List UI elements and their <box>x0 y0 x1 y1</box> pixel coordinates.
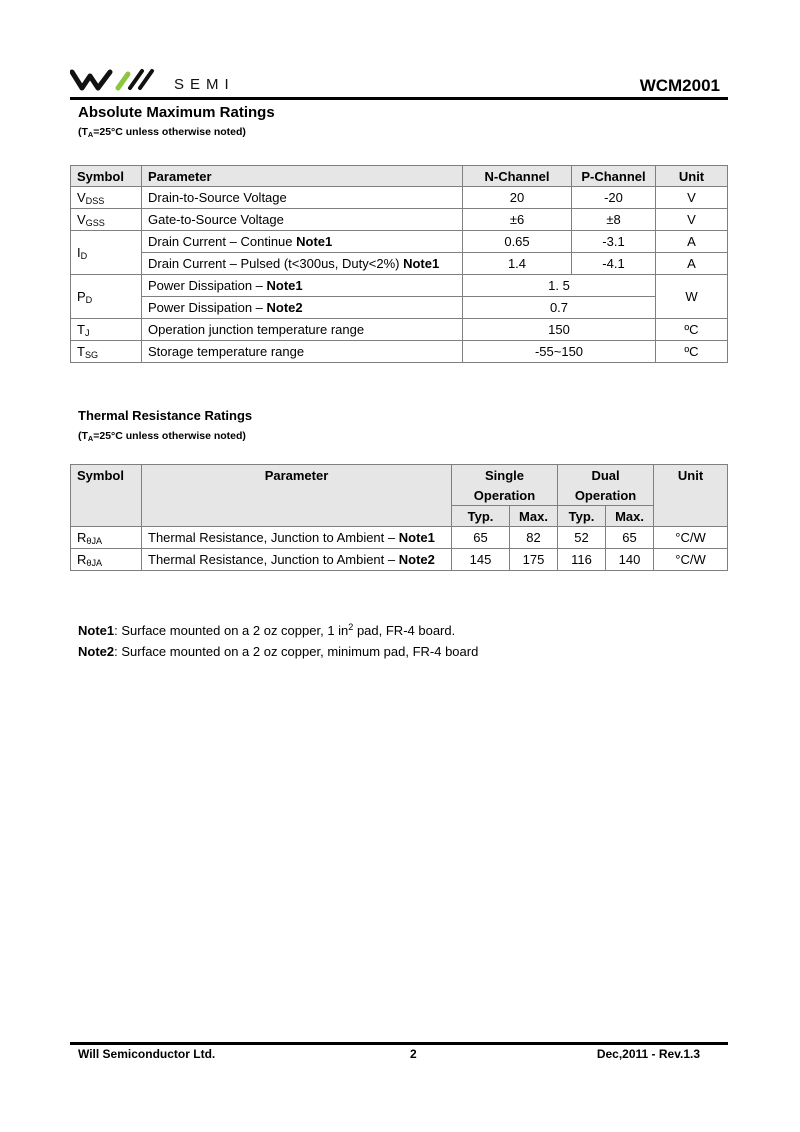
footer-revision: Dec,2011 - Rev.1.3 <box>596 1047 700 1061</box>
table-row <box>71 231 728 253</box>
unit-cell: ºC <box>656 319 728 341</box>
company-logo <box>70 68 260 92</box>
abs-max-title: Absolute Maximum Ratings <box>78 104 275 121</box>
symbol-vdss: $V_{DSS}$ <box>71 187 142 209</box>
unit-cell: ºC <box>656 341 728 363</box>
merged-value: 150 <box>463 319 656 341</box>
p-value: -4.1 <box>572 253 656 275</box>
will-semi-logo-icon <box>70 68 260 92</box>
param-cell: Drain-to-Source Voltage <box>142 187 463 209</box>
thermal-title: Thermal Resistance Ratings <box>78 408 253 423</box>
table-row <box>71 275 728 297</box>
table-row <box>71 341 728 363</box>
symbol-tsg: $T_{SG}$ <box>71 341 142 363</box>
note-2: Note2: Surface mounted on a 2 oz copper, minimum pad, FR-4 board <box>78 644 479 659</box>
footer-company: Will Semiconductor Ltd. <box>78 1047 216 1061</box>
single-max: 82 <box>510 527 558 549</box>
symbol-vgss: $V_{GSS}$ <box>71 209 142 231</box>
table-row <box>71 527 728 549</box>
p-value: -20 <box>572 187 656 209</box>
merged-value: 1. 5 <box>463 275 656 297</box>
symbol-rthja: $R_{\theta JA}$ <box>71 527 142 549</box>
table-row <box>71 319 728 341</box>
merged-value: -55~150 <box>463 341 656 363</box>
col-symbol: Symbol <box>71 465 142 527</box>
col-dual-typ: Typ. <box>558 506 606 527</box>
param-cell: Thermal Resistance, Junction to Ambient – Note2 <box>142 549 452 571</box>
param-cell: Operation junction temperature range <box>142 319 463 341</box>
col-unit: Unit <box>656 166 728 187</box>
col-symbol: Symbol <box>71 166 142 187</box>
unit-cell: A <box>656 231 728 253</box>
param-cell: Thermal Resistance, Junction to Ambient – Note1 <box>142 527 452 549</box>
single-max: 175 <box>510 549 558 571</box>
col-dual: Dual <box>558 465 654 486</box>
col-single-max: Max. <box>510 506 558 527</box>
note-1: Note1: Surface mounted on a 2 oz copper, 1 $in^2$ pad, FR-4 board. <box>78 622 456 638</box>
thermal-condition: ($T_A=25^\circ C$ unless otherwise noted) <box>78 430 246 443</box>
n-value: 0.65 <box>463 231 572 253</box>
symbol-tj: $T_J$ <box>71 319 142 341</box>
footer-page-number: 2 <box>410 1047 417 1061</box>
table-row <box>71 209 728 231</box>
col-dual-operation: Operation <box>558 485 654 506</box>
param-cell: Gate-to-Source Voltage <box>142 209 463 231</box>
merged-value: 0.7 <box>463 297 656 319</box>
thermal-table <box>70 464 728 571</box>
unit-cell: °C/W <box>654 549 728 571</box>
dual-max: 140 <box>606 549 654 571</box>
table-row <box>71 187 728 209</box>
col-single: Single <box>452 465 558 486</box>
col-single-operation: Operation <box>452 485 558 506</box>
footer-divider <box>70 1042 728 1045</box>
symbol-pd: $P_D$ <box>71 275 142 319</box>
n-value: 20 <box>463 187 572 209</box>
unit-cell: A <box>656 253 728 275</box>
col-single-typ: Typ. <box>452 506 510 527</box>
col-n-channel: N-Channel <box>463 166 572 187</box>
p-value: ±8 <box>572 209 656 231</box>
symbol-id: $I_D$ <box>71 231 142 275</box>
col-dual-max: Max. <box>606 506 654 527</box>
table-row <box>71 549 728 571</box>
col-p-channel: P-Channel <box>572 166 656 187</box>
param-cell: Drain Current – Pulsed (t<300us, Duty<2%) Note1 <box>142 253 463 275</box>
col-parameter: Parameter <box>142 166 463 187</box>
unit-cell: °C/W <box>654 527 728 549</box>
table-row <box>71 253 728 275</box>
unit-cell: V <box>656 187 728 209</box>
table-row <box>71 297 728 319</box>
header-divider <box>70 97 728 100</box>
col-parameter: Parameter <box>142 465 452 527</box>
n-value: 1.4 <box>463 253 572 275</box>
dual-typ: 52 <box>558 527 606 549</box>
param-cell: Power Dissipation – Note1 <box>142 275 463 297</box>
table-header-row <box>71 166 728 187</box>
abs-max-condition: ($T_A=25^\circ C$ unless otherwise noted) <box>78 126 246 139</box>
single-typ: 145 <box>452 549 510 571</box>
notes-section <box>78 620 478 662</box>
unit-cell: W <box>656 275 728 319</box>
p-value: -3.1 <box>572 231 656 253</box>
dual-max: 65 <box>606 527 654 549</box>
document-id: WCM2001 <box>639 76 720 95</box>
n-value: ±6 <box>463 209 572 231</box>
table-header-row <box>71 465 728 486</box>
dual-typ: 116 <box>558 549 606 571</box>
col-unit: Unit <box>654 465 728 527</box>
symbol-rthja: $R_{\theta JA}$ <box>71 549 142 571</box>
unit-cell: V <box>656 209 728 231</box>
param-cell: Storage temperature range <box>142 341 463 363</box>
abs-max-table <box>70 165 728 363</box>
param-cell: Drain Current – Continue Note1 <box>142 231 463 253</box>
single-typ: 65 <box>452 527 510 549</box>
param-cell: Power Dissipation – Note2 <box>142 297 463 319</box>
svg-text:SEMI: SEMI <box>174 76 235 92</box>
